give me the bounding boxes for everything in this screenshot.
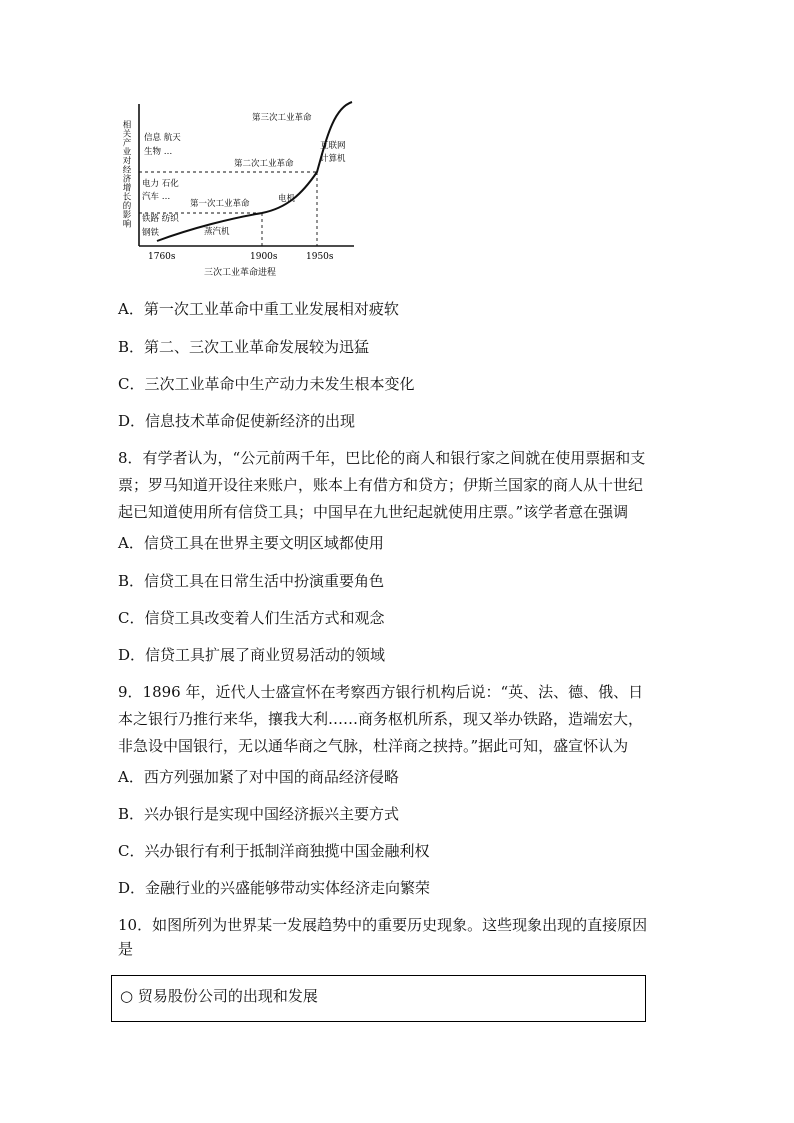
industrial-revolution-chart (112, 96, 362, 282)
q8-stem-line: 8．有学者认为，“公元前两千年，巴比伦的商人和银行家之间就在使用票据和支 (118, 449, 646, 467)
q9-stem-line: 本之银行乃推行来华，攘我大利……商务枢机所系，现又举办铁路，造端宏大， (118, 710, 644, 728)
y-axis-label: 相关产业对经济增长的影响 (121, 120, 131, 228)
tech-label-motor: 电机 (278, 194, 296, 204)
q7-option-a: A．第一次工业革命中重工业发展相对疲软 (118, 300, 399, 318)
x-axis-label: 三次工业革命进程 (204, 268, 277, 278)
revolution-label-1: 第一次工业革命 (190, 199, 250, 209)
q8-option-c: C．信贷工具改变着人们生活方式和观念 (118, 609, 385, 627)
industry-label-1b: 钢铁 (142, 228, 160, 238)
q8-option-a: A．信贷工具在世界主要文明区域都使用 (118, 534, 384, 552)
industry-label-3a: 信息 航天 (144, 133, 181, 143)
q8-stem-line: 起已知道使用所有信贷工具；中国早在九世纪起就使用庄票。”该学者意在强调 (118, 503, 629, 521)
tech-label-internet: 互联网 (320, 141, 346, 151)
industry-label-1a: 铁路 纺织 (142, 214, 179, 224)
q10-stem (118, 913, 684, 961)
x-tick-1950s: 1950s (306, 252, 334, 262)
q8-option-d: D．信贷工具扩展了商业贸易活动的领域 (118, 646, 386, 664)
q10-stem-line: 10．如图所列为世界某一发展趋势中的重要历史现象。这些现象出现的直接原因 (118, 916, 648, 934)
tech-label-steam: 蒸汽机 (204, 227, 230, 237)
x-tick-1900s: 1900s (250, 252, 278, 262)
revolution-label-2: 第二次工业革命 (234, 159, 294, 169)
q7-option-b: B．第二、三次工业革命发展较为迅猛 (118, 338, 370, 356)
revolution-label-3: 第三次工业革命 (252, 113, 312, 123)
q9-stem-line: 非急设中国银行，无以通华商之气脉，杜洋商之挟持。”据此可知，盛宣怀认为 (118, 737, 629, 755)
industry-label-3b: 生物 … (144, 147, 173, 157)
q9-stem-line: 9．1896 年，近代人士盛宣怀在考察西方银行机构后说：“英、法、德、俄、日 (118, 683, 644, 701)
q9-option-d: D．金融行业的兴盛能够带动实体经济走向繁荣 (118, 879, 431, 897)
q10-stem-line: 是 (118, 940, 134, 958)
tech-label-computer: 计算机 (320, 154, 346, 164)
q8-stem-line: 票；罗马知道开设往来账户，账本上有借方和贷方；伊斯兰国家的商人从十世纪 (118, 476, 644, 494)
q8-stem (118, 445, 684, 526)
q9-stem (118, 679, 684, 760)
industry-label-2a: 电力 石化 (142, 179, 179, 189)
q7-option-c: C．三次工业革命中生产动力未发生根本变化 (118, 375, 415, 393)
q9-option-c: C．兴办银行有利于抵制洋商独揽中国金融利权 (118, 842, 430, 860)
q10-box-item: ○ 贸易股份公司的出现和发展 (120, 987, 318, 1005)
q10-item-box (111, 975, 646, 1022)
x-tick-1760s: 1760s (148, 252, 176, 262)
industry-label-2b: 汽车 … (142, 192, 171, 202)
q9-option-a: A．西方列强加紧了对中国的商品经济侵略 (118, 768, 399, 786)
q8-option-b: B．信贷工具在日常生活中扮演重要角色 (118, 572, 385, 590)
q7-option-d: D．信息技术革命促使新经济的出现 (118, 412, 356, 430)
q9-option-b: B．兴办银行是实现中国经济振兴主要方式 (118, 805, 400, 823)
